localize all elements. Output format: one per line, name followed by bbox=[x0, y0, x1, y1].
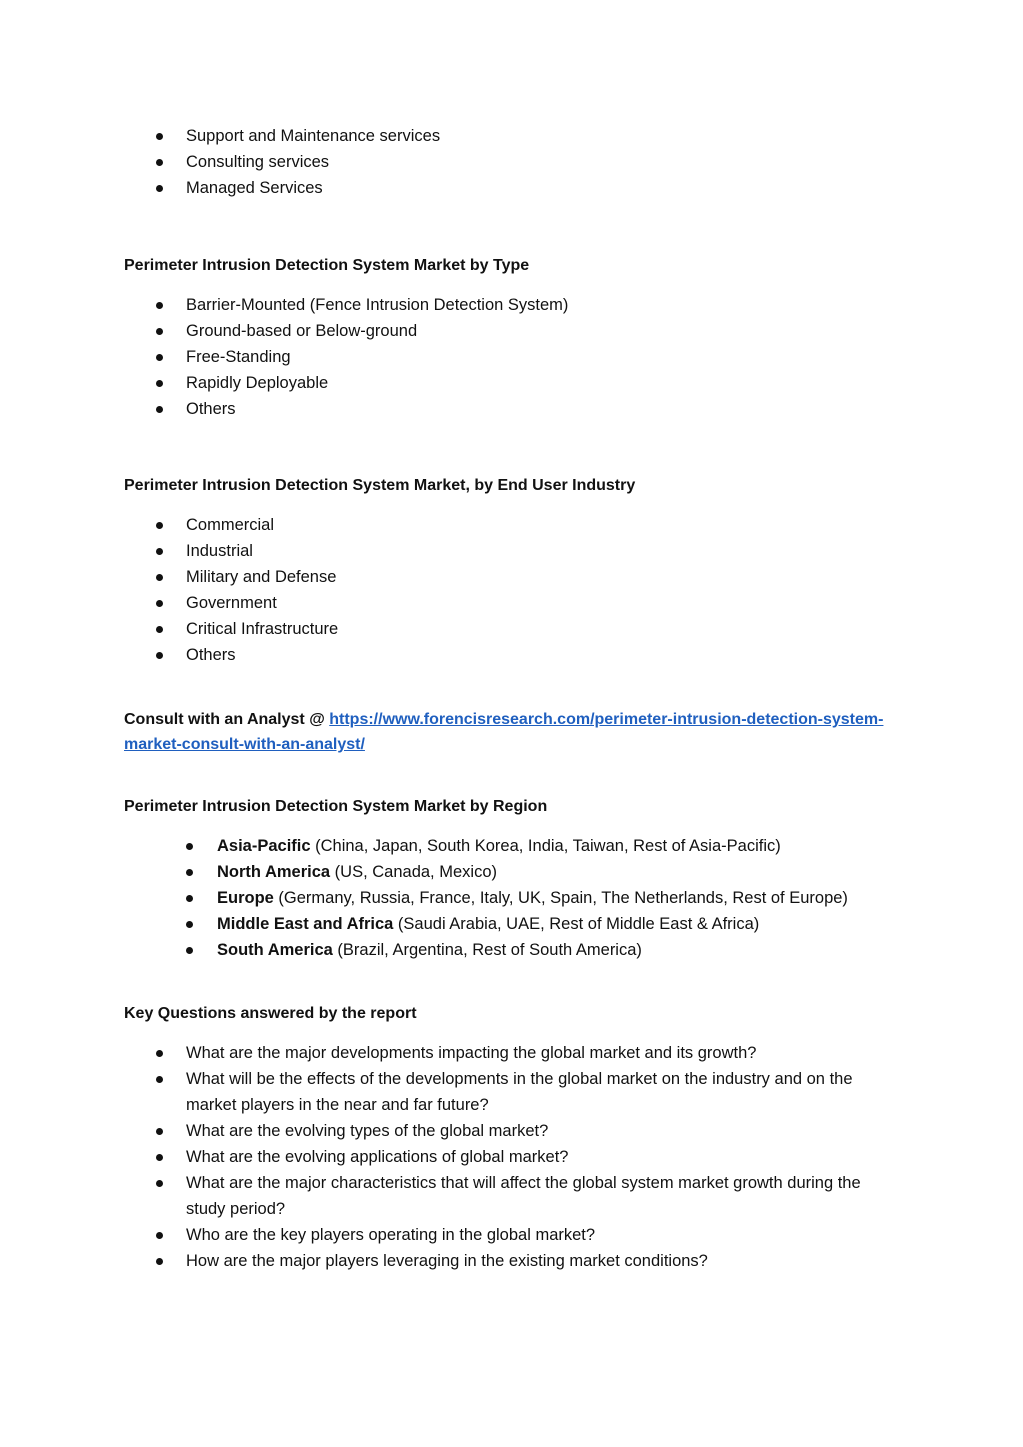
consult-link[interactable]: https://www.forencisresearch.com/perimeter-intrusion-detection-system-market-consult-with-an-analyst/ bbox=[124, 711, 884, 753]
list-item-text: Support and Maintenance services bbox=[186, 127, 441, 145]
list-item bbox=[0, 149, 1023, 175]
bullet-icon bbox=[156, 574, 163, 581]
list-item-text: Critical Infrastructure bbox=[186, 620, 339, 638]
list-item-text: Others bbox=[186, 646, 236, 664]
list-item-text: Government bbox=[186, 594, 277, 612]
questions-heading: Key Questions answered by the report bbox=[124, 1005, 417, 1022]
list-item bbox=[0, 833, 1023, 859]
list-item-text: How are the major players leveraging in the existing market conditions? bbox=[186, 1252, 708, 1270]
bullet-icon bbox=[156, 1050, 163, 1057]
list-item-text: Others bbox=[186, 400, 236, 418]
list-item-text: What will be the effects of the developments in the global market on the industry and on the market players in the near and far future? bbox=[186, 1070, 853, 1114]
bullet-icon bbox=[156, 406, 163, 413]
bullet-icon bbox=[156, 1180, 163, 1187]
list-item bbox=[0, 123, 1023, 149]
bullet-icon bbox=[186, 869, 193, 876]
bullet-icon bbox=[156, 133, 163, 140]
list-item-text: Consulting services bbox=[186, 153, 330, 171]
list-item bbox=[0, 642, 1023, 668]
type-list bbox=[0, 292, 1023, 422]
region-name: North America bbox=[217, 863, 331, 881]
list-item bbox=[0, 396, 1023, 422]
list-item-text: Military and Defense bbox=[186, 568, 337, 586]
list-item bbox=[0, 859, 1023, 885]
list-item-text: What are the major developments impacting the global market and its growth? bbox=[186, 1044, 757, 1062]
bullet-icon bbox=[156, 652, 163, 659]
region-list bbox=[0, 833, 1023, 963]
region-detail: (Brazil, Argentina, Rest of South America) bbox=[332, 941, 642, 959]
list-item-text: Ground-based or Below-ground bbox=[186, 322, 418, 340]
list-item bbox=[0, 370, 1023, 396]
type-heading: Perimeter Intrusion Detection System Market by Type bbox=[124, 257, 530, 274]
list-item bbox=[0, 1066, 1023, 1118]
list-item-text: Industrial bbox=[186, 542, 253, 560]
list-item bbox=[0, 564, 1023, 590]
bullet-icon bbox=[156, 1128, 163, 1135]
services-list bbox=[0, 123, 1023, 201]
list-item bbox=[0, 590, 1023, 616]
bullet-icon bbox=[156, 1258, 163, 1265]
bullet-icon bbox=[186, 843, 193, 850]
consult-paragraph bbox=[124, 707, 884, 757]
list-item bbox=[0, 1222, 1023, 1248]
list-item bbox=[0, 911, 1023, 937]
bullet-icon bbox=[156, 380, 163, 387]
list-item bbox=[0, 175, 1023, 201]
list-item-text: Managed Services bbox=[186, 179, 323, 197]
bullet-icon bbox=[156, 1232, 163, 1239]
region-name: Asia-Pacific bbox=[217, 837, 311, 855]
list-item bbox=[0, 1118, 1023, 1144]
bullet-icon bbox=[156, 185, 163, 192]
list-item-text: What are the evolving types of the global market? bbox=[186, 1122, 549, 1140]
list-item bbox=[0, 292, 1023, 318]
list-item-text: Who are the key players operating in the global market? bbox=[186, 1226, 596, 1244]
list-item bbox=[0, 512, 1023, 538]
bullet-icon bbox=[156, 302, 163, 309]
list-item bbox=[0, 1248, 1023, 1274]
region-heading: Perimeter Intrusion Detection System Market by Region bbox=[124, 798, 548, 815]
list-item bbox=[0, 344, 1023, 370]
bullet-icon bbox=[186, 947, 193, 954]
list-item bbox=[0, 1144, 1023, 1170]
list-item bbox=[0, 318, 1023, 344]
bullet-icon bbox=[186, 921, 193, 928]
list-item bbox=[0, 538, 1023, 564]
region-detail: (Saudi Arabia, UAE, Rest of Middle East & Africa) bbox=[393, 915, 760, 933]
region-name: South America bbox=[217, 941, 333, 959]
region-detail: (China, Japan, South Korea, India, Taiwan, Rest of Asia-Pacific) bbox=[310, 837, 781, 855]
end-user-heading: Perimeter Intrusion Detection System Market, by End User Industry bbox=[124, 477, 636, 494]
end-user-list bbox=[0, 512, 1023, 668]
list-item-text: Free-Standing bbox=[186, 348, 291, 366]
list-item-text: Barrier-Mounted (Fence Intrusion Detection System) bbox=[186, 296, 569, 314]
list-item-text: Rapidly Deployable bbox=[186, 374, 329, 392]
bullet-icon bbox=[156, 328, 163, 335]
bullet-icon bbox=[156, 354, 163, 361]
questions-list bbox=[0, 1040, 1023, 1274]
consult-label: Consult with an Analyst @ bbox=[124, 711, 330, 728]
bullet-icon bbox=[186, 895, 193, 902]
list-item bbox=[0, 937, 1023, 963]
list-item bbox=[0, 1040, 1023, 1066]
list-item-text: Commercial bbox=[186, 516, 275, 534]
list-item-text: What are the major characteristics that will affect the global system market growth during the study period? bbox=[186, 1174, 861, 1218]
region-detail: (Germany, Russia, France, Italy, UK, Spain, The Netherlands, Rest of Europe) bbox=[273, 889, 848, 907]
list-item bbox=[0, 616, 1023, 642]
bullet-icon bbox=[156, 600, 163, 607]
list-item bbox=[0, 885, 1023, 911]
bullet-icon bbox=[156, 159, 163, 166]
region-name: Middle East and Africa bbox=[217, 915, 394, 933]
list-item-text: What are the evolving applications of global market? bbox=[186, 1148, 569, 1166]
region-detail: (US, Canada, Mexico) bbox=[330, 863, 497, 881]
list-item bbox=[0, 1170, 1023, 1222]
bullet-icon bbox=[156, 626, 163, 633]
bullet-icon bbox=[156, 548, 163, 555]
region-name: Europe bbox=[217, 889, 274, 907]
bullet-icon bbox=[156, 1154, 163, 1161]
bullet-icon bbox=[156, 522, 163, 529]
bullet-icon bbox=[156, 1076, 163, 1083]
